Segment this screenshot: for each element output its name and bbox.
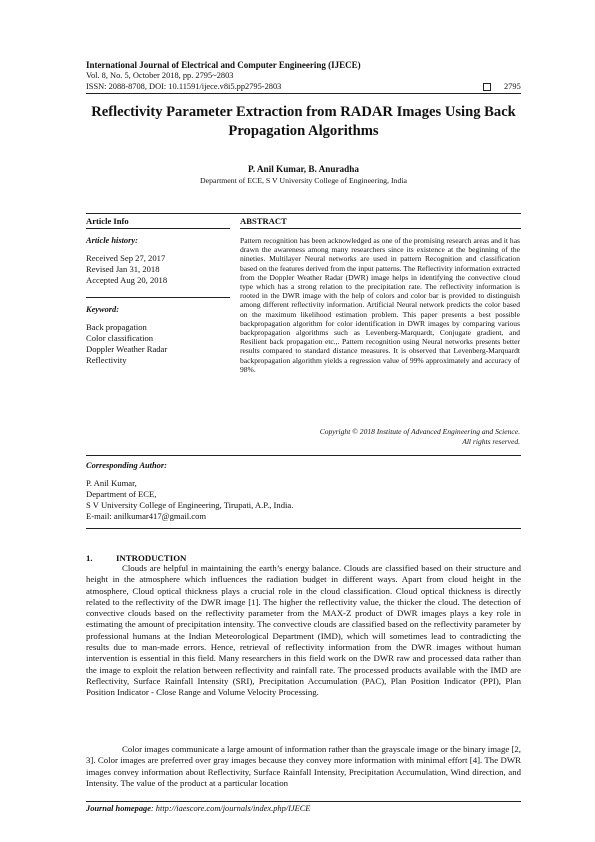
copyright-line: All rights reserved.: [462, 436, 520, 446]
corresponding-rule: [86, 455, 521, 456]
body-paragraph: Color images communicate a large amount of information rather than the grayscale image or the binary image [2, 3]. Color images are preferred over gray images because they convey more information with minimal effort [4]. The DWR images convey information about Reflectivity, Surface Rainfall Intensity, Precipitation Accumulation, Wind direction, and Intensity. The value of the product at a particular location: [86, 744, 521, 788]
keyword-item: Doppler Weather Radar: [86, 344, 168, 354]
footer-divider: [86, 801, 521, 802]
section-title: INTRODUCTION: [116, 553, 187, 563]
copyright-notice: [240, 427, 520, 446]
homepage-label: Journal homepage: [86, 804, 151, 813]
abstract-text: Pattern recognition has been acknowledged as one of the promising research areas and it has drawn the awareness among many researchers since its existence at the beginning of the nineties. Multilayer Neural networks are used in pattern Recognition and classification based on the features derived from the input patterns. The Reflectivity information extracted from the Doppler Weather Radar (DWR) image helps in identifying the convective cloud type which has a strong relation to the precipitation rate. The reflectivity information is rooted in the DWR image with the help of colors and color bar is provided to distinguish among different reflectivity information. Artificial Neural network predicts the color based on the maximum likelihood estimation problem. This paper presents a best possible backpropagation algorithm for color identification in DWR images by comparing various backpropagation algorithms such as Levenberg-Marquardt, Conjugate gradient, and Resilient back propagation etc.,. Pattern recognition using Neural networks presents better results compared to standard distance measures. It is observed that Levenberg-Marquardt backpropagation algorithm yields a regression value of 99% approximately and accuracy of 98%.: [240, 236, 520, 374]
square-icon: [483, 83, 491, 91]
issn-line: ISSN: 2088-8708, DOI: 10.11591/ijece.v8i5.pp2795-2803: [86, 82, 282, 91]
keyword-item: Back propagation: [86, 322, 147, 332]
corresponding-name: P. Anil Kumar,: [86, 478, 137, 488]
received-date: Received Sep 27, 2017: [86, 253, 166, 263]
accepted-date: Accepted Aug 20, 2018: [86, 275, 168, 285]
volume-line: Vol. 8, No. 5, October 2018, pp. 2795~2803: [86, 71, 234, 80]
journal-homepage: [86, 804, 310, 813]
copyright-line: Copyright © 2018 Institute of Advanced Engineering and Science.: [319, 427, 520, 436]
article-info-rule: [86, 228, 230, 229]
history-heading: Article history:: [86, 236, 138, 245]
corresponding-institution: S V University College of Engineering, Tirupati, A.P., India.: [86, 500, 294, 510]
keyword-item: Reflectivity: [86, 355, 127, 365]
paper-title: Reflectivity Parameter Extraction from RADAR Images Using Back Propagation Algorithms: [91, 104, 516, 139]
paper-affiliation: Department of ECE, S V University College of Engineering, India: [200, 176, 407, 185]
article-info-heading: Article Info: [86, 216, 129, 226]
paper-authors: P. Anil Kumar, B. Anuradha: [248, 164, 359, 174]
abstract-heading: ABSTRACT: [240, 216, 287, 226]
header-divider: [86, 93, 521, 94]
section-heading: [86, 553, 186, 563]
page-number: 2795: [504, 82, 521, 91]
keyword-heading: Keyword:: [86, 305, 120, 314]
corresponding-department: Department of ECE,: [86, 489, 157, 499]
keyword-rule: [86, 297, 230, 298]
keyword-item: Color classification: [86, 333, 154, 343]
revised-date: Revised Jan 31, 2018: [86, 264, 160, 274]
journal-name: International Journal of Electrical and Computer Engineering (IJECE): [86, 60, 361, 70]
corresponding-email: E-mail: anilkumar417@gmail.com: [86, 511, 207, 521]
corresponding-heading: Corresponding Author:: [86, 461, 167, 470]
section-number: 1.: [86, 553, 93, 563]
homepage-link[interactable]: : http://iaescore.com/journals/index.php/IJECE: [150, 804, 311, 813]
body-paragraph: Clouds are helpful in maintaining the earth’s energy balance. Clouds are classified based on their structure and height in the atmosphere which influences the radiation budget in different ways. Apart from cloud height in the atmosphere, Cloud optical thickness plays a crucial role in the cloud classification. Cloud optical thickness is directly related to the reflectivity of the DWR image [1]. The higher the reflectivity value, the thicker the cloud. The detection of convective clouds based on the reflectivity parameter from the MAX-Z product of DWR images plays a key role in estimating the amount of precipitation intensity. The convective clouds are classified based on the reflectivity parameter by professional humans at the Indian Meteorological Department (IMD), which will sometimes lead to contradicting the results due to man-made errors. Hence, retrieval of reflectivity information from the DWR images without human intervention is essential in this field. Many researchers in this field work on the DWR raw and processed data rather than the image to exploit the relation between reflectivity and rainfall rate. The processed products available with the IMD are Reflectivity, Surface Rainfall Intensity (SRI), Precipitation Accumulation (PAC), Plan Position Indicator (PPI), Plan Position Indicator - Close Range and Volume Velocity Processing.: [86, 563, 521, 698]
section-top-rule: [86, 213, 521, 214]
abstract-rule: [240, 228, 521, 229]
info-bottom-rule: [86, 528, 521, 529]
